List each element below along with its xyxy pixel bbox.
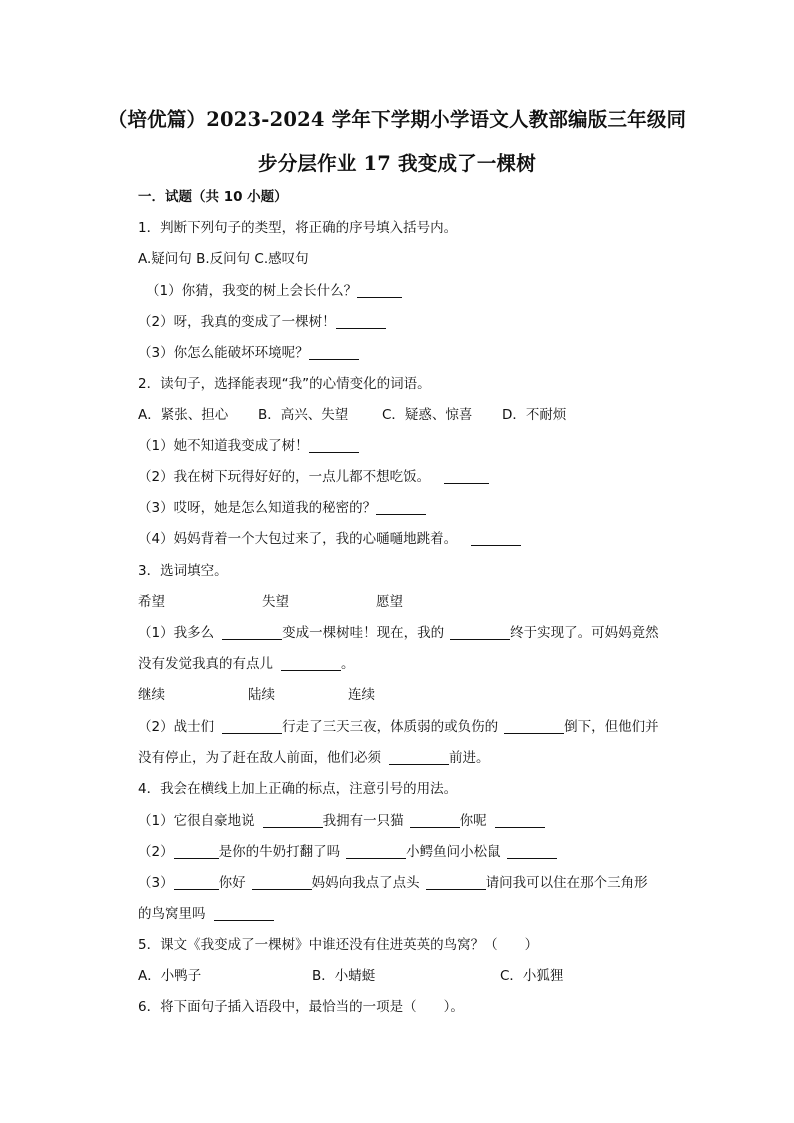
q3-p2a: （2）战士们	[138, 719, 215, 735]
q1-s2-text: （2）呀，我真的变成了一棵树！	[138, 314, 336, 330]
q4-l3a: （3）	[138, 875, 174, 891]
q5-stem: 5．课文《我变成了一棵树》中谁还没有住进英英的鸟窝？（ ）	[138, 937, 539, 953]
q4-l3c: 妈妈向我点了点头	[311, 875, 420, 891]
q1-sentence-2	[138, 313, 386, 331]
q2-option-b: B．高兴、失望	[258, 407, 349, 423]
q3-p2b: 行走了三天三夜，体质弱的或负伤的	[282, 719, 499, 735]
answer-blank[interactable]	[309, 438, 359, 453]
answer-blank[interactable]	[263, 813, 323, 828]
q3-p1d: 没有发觉我真的有点儿	[138, 656, 273, 672]
q6-stem: 6．将下面句子插入语段中，最恰当的一项是（ ）。	[138, 999, 464, 1015]
answer-blank[interactable]	[336, 314, 386, 329]
q3-word-choice-5: 陆续	[248, 687, 275, 703]
q3-word-choice-6: 连续	[348, 687, 375, 703]
q2-option-c: C．疑惑、惊喜	[382, 407, 473, 423]
q2-sentence-1	[138, 437, 359, 455]
answer-blank[interactable]	[222, 625, 282, 640]
section-heading: 一．试题（共 10 小题）	[138, 189, 288, 205]
answer-blank[interactable]	[174, 875, 219, 890]
answer-blank[interactable]	[389, 750, 449, 765]
q1-stem: 1．判断下列句子的类型，将正确的序号填入括号内。	[138, 220, 458, 236]
answer-blank[interactable]	[410, 813, 460, 828]
q3-p1b: 变成一棵树哇！现在，我的	[282, 625, 445, 641]
q3-p2e: 前进。	[449, 750, 490, 766]
q4-l1c: 你呢	[459, 813, 487, 829]
answer-blank[interactable]	[222, 719, 282, 734]
q3-word-choice-4: 继续	[138, 687, 165, 703]
q4-l1a: （1）它很自豪地说	[138, 813, 255, 829]
q2-sentence-4	[138, 530, 521, 548]
q5-option-b[interactable]: B．小蜻蜓	[312, 968, 376, 984]
answer-blank[interactable]	[444, 469, 489, 484]
answer-blank[interactable]	[495, 813, 545, 828]
title-line-1: （培优篇）2023-2024 学年下学期小学语文人教部编版三年级同	[107, 108, 687, 131]
q2-stem: 2．读句子，选择能表现“我”的心情变化的词语。	[138, 376, 431, 392]
q2-sentence-2	[138, 468, 489, 486]
title-line-2: 步分层作业 17 我变成了一棵树	[258, 152, 536, 175]
q2-s4-text: （4）妈妈背着一个大包过来了，我的心嗵嗵地跳着。	[138, 531, 458, 547]
answer-blank[interactable]	[346, 844, 406, 859]
q4-line-2	[138, 843, 557, 861]
q4-line-3	[138, 874, 648, 892]
q4-l2c: 小鳄鱼问小松鼠	[406, 844, 501, 860]
q3-p1c: 终于实现了。可妈妈竟然	[510, 625, 659, 641]
q5-option-c[interactable]: C．小狐狸	[500, 968, 564, 984]
answer-blank[interactable]	[174, 844, 219, 859]
q3-para1-line1	[138, 624, 659, 642]
q3-p1a: （1）我多么	[138, 625, 215, 641]
q3-p2d: 没有停止，为了赶在敌人前面，他们必须	[138, 750, 381, 766]
q3-word-choice-3: 愿望	[376, 594, 403, 610]
q3-word-choice-1: 希望	[138, 594, 165, 610]
q2-option-a: A．紧张、担心	[138, 407, 229, 423]
q3-word-choice-2: 失望	[262, 594, 289, 610]
answer-blank[interactable]	[471, 531, 521, 546]
q3-stem: 3．选词填空。	[138, 563, 228, 579]
answer-blank[interactable]	[252, 875, 312, 890]
q4-l2b: 是你的牛奶打翻了吗	[218, 844, 341, 860]
q4-line-1	[138, 812, 545, 830]
answer-blank[interactable]	[507, 844, 557, 859]
answer-blank[interactable]	[309, 345, 359, 360]
q2-s2-text: （2）我在树下玩得好好的，一点儿都不想吃饭。	[138, 469, 431, 485]
q2-s3-text: （3）哎呀，她是怎么知道我的秘密的？	[138, 500, 377, 516]
answer-blank[interactable]	[450, 625, 510, 640]
q4-l3b: 你好	[218, 875, 246, 891]
q3-para2-line1	[138, 718, 659, 736]
q3-p1e: 。	[341, 656, 355, 672]
q1-sentence-1	[146, 282, 402, 300]
answer-blank[interactable]	[214, 906, 274, 921]
q4-l3e: 的鸟窝里吗	[138, 906, 206, 922]
q3-para1-line2	[138, 655, 355, 673]
q1-options: A.疑问句 B.反问句 C.感叹句	[138, 251, 309, 267]
answer-blank[interactable]	[504, 719, 564, 734]
q4-stem: 4．我会在横线上加上正确的标点，注意引号的用法。	[138, 781, 458, 797]
answer-blank[interactable]	[376, 500, 426, 515]
q3-p2c: 倒下，但他们并	[564, 719, 659, 735]
q2-s1-text: （1）她不知道我变成了树！	[138, 438, 309, 454]
q2-option-d: D．不耐烦	[502, 407, 567, 423]
q4-l3d: 请问我可以住在那个三角形	[485, 875, 648, 891]
q2-sentence-3	[138, 499, 426, 517]
answer-blank[interactable]	[357, 283, 402, 298]
q1-sentence-3	[138, 344, 359, 362]
answer-blank[interactable]	[281, 656, 341, 671]
q3-para2-line2	[138, 749, 490, 767]
q4-l1b: 我拥有一只猫	[322, 813, 404, 829]
q4-line-4	[138, 905, 274, 923]
q1-s3-text: （3）你怎么能破坏环境呢？	[138, 345, 309, 361]
q4-l2a: （2）	[138, 844, 174, 860]
q1-s1-text: （1）你猜，我变的树上会长什么？	[146, 283, 358, 299]
answer-blank[interactable]	[426, 875, 486, 890]
q5-option-a[interactable]: A．小鸭子	[138, 968, 202, 984]
